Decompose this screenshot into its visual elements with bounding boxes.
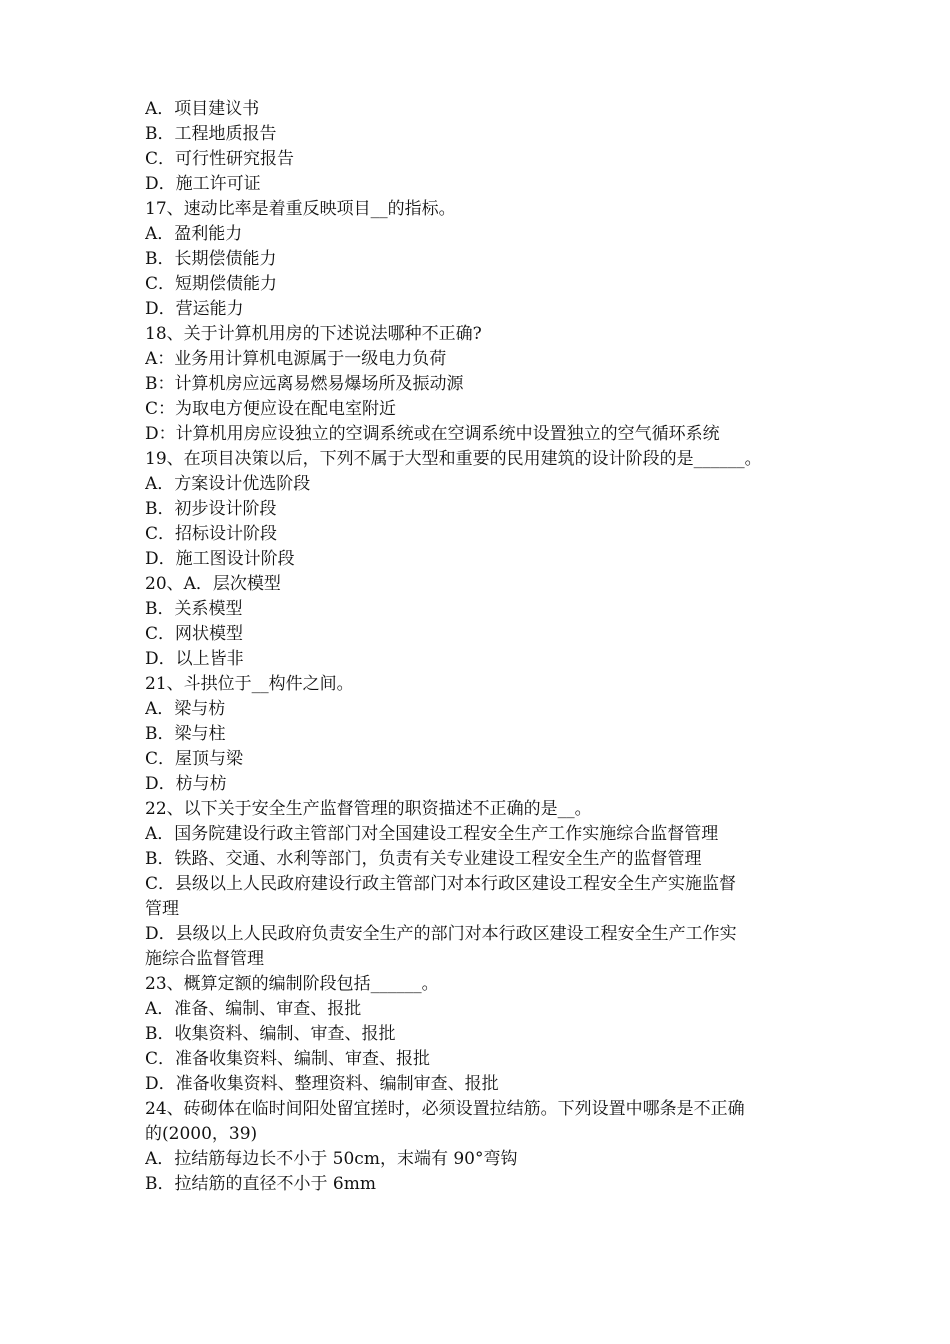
question-19-option-a: A．方案设计优选阶段 <box>145 474 311 494</box>
question-19: 19、在项目决策以后，下列不属于大型和重要的民用建筑的设计阶段的是______。 <box>145 449 762 469</box>
question-22-option-b: B．铁路、交通、水利等部门，负责有关专业建设工程安全生产的监督管理 <box>145 849 702 869</box>
question-22-option-d: D．县级以上人民政府负责安全生产的部门对本行政区建设工程安全生产工作实 <box>145 924 737 944</box>
question-18-option-b: B：计算机房应远离易燃易爆场所及振动源 <box>145 374 464 394</box>
question-24-continued: 的(2000，39) <box>145 1124 258 1144</box>
option-b-geology-report: B．工程地质报告 <box>145 124 277 144</box>
question-17-option-c: C．短期偿债能力 <box>145 274 278 294</box>
option-d-construction-permit: D．施工许可证 <box>145 174 261 194</box>
question-18-option-c: C：为取电方便应设在配电室附近 <box>145 399 397 419</box>
question-20: 20、A．层次模型 <box>145 574 281 594</box>
question-24-option-a: A．拉结筋每边长不小于 50cm，末端有 90°弯钩 <box>145 1149 518 1169</box>
question-19-option-b: B．初步设计阶段 <box>145 499 277 519</box>
question-22-option-c: C．县级以上人民政府建设行政主管部门对本行政区建设工程安全生产实施监督 <box>145 874 737 894</box>
question-20-option-c: C．网状模型 <box>145 624 244 644</box>
question-22-option-a: A．国务院建设行政主管部门对全国建设工程安全生产工作实施综合监督管理 <box>145 824 719 844</box>
question-23-option-c: C．准备收集资料、编制、审查、报批 <box>145 1049 431 1069</box>
question-21-option-c: C．屋顶与梁 <box>145 749 244 769</box>
option-c-feasibility-report: C．可行性研究报告 <box>145 149 295 169</box>
question-22: 22、以下关于安全生产监督管理的职资描述不正确的是__。 <box>145 799 592 819</box>
question-17-option-a: A．盈利能力 <box>145 224 243 244</box>
question-17: 17、速动比率是着重反映项目__的指标。 <box>145 199 456 219</box>
question-17-option-b: B．长期偿债能力 <box>145 249 277 269</box>
question-21-option-d: D．枋与枋 <box>145 774 227 794</box>
option-a-project-proposal: A．项目建议书 <box>145 99 260 119</box>
question-21-option-a: A．梁与枋 <box>145 699 226 719</box>
question-18-option-d: D：计算机用房应设独立的空调系统或在空调系统中设置独立的空气循环系统 <box>145 424 720 444</box>
question-20-option-d: D．以上皆非 <box>145 649 244 669</box>
question-23: 23、概算定额的编制阶段包括______。 <box>145 974 439 994</box>
question-18-option-a: A：业务用计算机电源属于一级电力负荷 <box>145 349 447 369</box>
question-23-option-b: B．收集资料、编制、审查、报批 <box>145 1024 396 1044</box>
question-23-option-d: D．准备收集资料、整理资料、编制审查、报批 <box>145 1074 499 1094</box>
question-24: 24、砖砌体在临时间阳处留宜搓时，必须设置拉结筋。下列设置中哪条是不正确 <box>145 1099 745 1119</box>
document-page <box>145 97 813 1197</box>
question-20-option-b: B．关系模型 <box>145 599 243 619</box>
question-24-option-b: B．拉结筋的直径不小于 6mm <box>145 1174 376 1194</box>
question-18: 18、关于计算机用房的下述说法哪种不正确? <box>145 324 482 344</box>
question-21: 21、斗拱位于__构件之间。 <box>145 674 354 694</box>
question-19-option-c: C．招标设计阶段 <box>145 524 278 544</box>
question-22-option-c-continued: 管理 <box>145 899 179 919</box>
question-23-option-a: A．准备、编制、审查、报批 <box>145 999 362 1019</box>
question-22-option-d-continued: 施综合监督管理 <box>145 949 264 969</box>
question-19-option-d: D．施工图设计阶段 <box>145 549 295 569</box>
question-21-option-b: B．梁与柱 <box>145 724 226 744</box>
question-17-option-d: D．营运能力 <box>145 299 244 319</box>
